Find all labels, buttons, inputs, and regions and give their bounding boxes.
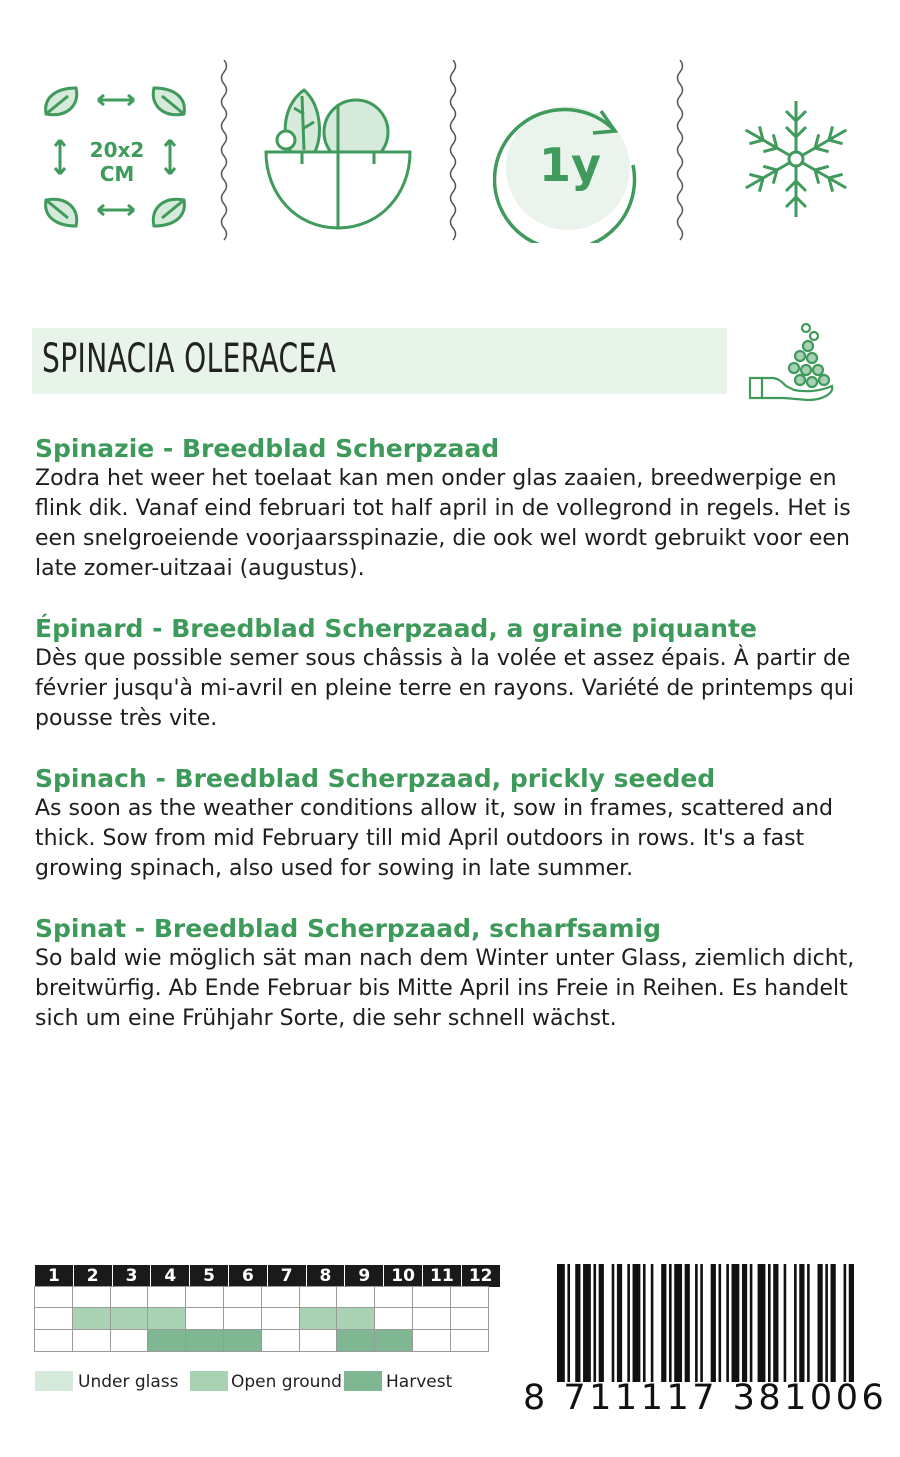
section-german (35, 913, 870, 1034)
latin-name: SPINACIA OLERACEA (42, 336, 337, 382)
calendar-cell (110, 1307, 149, 1330)
calendar-month-4: 4 (151, 1265, 190, 1287)
calendar-cell (34, 1329, 73, 1352)
barcode-bar (633, 1264, 641, 1382)
calendar-month-5: 5 (190, 1265, 229, 1287)
barcode-bar (651, 1264, 654, 1382)
barcode-number: 8 711117 381006 (523, 1378, 888, 1418)
calendar-cell (374, 1286, 413, 1308)
barcode-bar (807, 1264, 810, 1382)
calendar-cell (299, 1286, 338, 1308)
calendar-cell (450, 1286, 489, 1308)
salad-bowl-icon (262, 84, 414, 234)
section-body: Zodra het weer het toelaat kan men onder glas zaaien, breedwerpige en flink dik. Vanaf eind februari tot half april in de vollegrond in regels. Het is een snelgroeiende voorjaarsspinazie, die ook wel wordt gebruikt voor een late zomer-uitzaai (augustus). (35, 466, 851, 581)
calendar-month-12: 12 (462, 1265, 501, 1287)
barcode-bar (818, 1264, 823, 1382)
legend-swatch-harvest (344, 1371, 382, 1391)
calendar-month-2: 2 (74, 1265, 113, 1287)
barcode-bar (825, 1264, 828, 1382)
calendar-cell (223, 1286, 262, 1308)
calendar-row-harvest (35, 1330, 501, 1352)
wavy-divider (218, 60, 230, 245)
barcode-bar (719, 1264, 722, 1382)
calendar-cell (299, 1307, 338, 1330)
calendar-month-1: 1 (35, 1265, 74, 1287)
barcode-bar (695, 1264, 698, 1382)
barcode-bar (726, 1264, 729, 1382)
legend-swatch-under-glass (35, 1371, 73, 1391)
section-french (35, 613, 870, 734)
wavy-divider (674, 60, 686, 245)
barcode-bar (669, 1264, 672, 1382)
calendar-cell (336, 1307, 375, 1330)
section-title: Spinach - Breedblad Scherpzaad, prickly seeded (35, 764, 716, 793)
calendar-cell (223, 1329, 262, 1352)
barcode-bar (768, 1264, 771, 1382)
legend-under-glass: Under glass (78, 1372, 179, 1392)
calendar-cell (412, 1286, 451, 1308)
calendar-cell (223, 1307, 262, 1330)
barcode-bar (612, 1264, 615, 1382)
barcode-bar (599, 1264, 604, 1382)
barcode-bar (750, 1264, 753, 1382)
calendar-cell (34, 1286, 73, 1308)
legend-swatch-open-ground (190, 1371, 228, 1391)
barcode-bar (758, 1264, 766, 1382)
barcode-bar (773, 1264, 778, 1382)
snowflake-icon (738, 96, 854, 222)
barcode-bar (593, 1264, 596, 1382)
barcode-bar (794, 1264, 797, 1382)
barcode-bar (799, 1264, 804, 1382)
calendar-cell (450, 1307, 489, 1330)
calendar-cell (261, 1286, 300, 1308)
calendar-cell (374, 1329, 413, 1352)
barcode-bar (700, 1264, 703, 1382)
calendar-month-header (35, 1265, 501, 1287)
calendar-month-10: 10 (384, 1265, 423, 1287)
section-title: Épinard - Breedblad Scherpzaad, a graine piquante (35, 614, 757, 643)
wavy-divider (447, 60, 459, 245)
calendar-cell (185, 1329, 224, 1352)
calendar-cell (299, 1329, 338, 1352)
barcode-bar (583, 1264, 591, 1382)
barcode-bar (685, 1264, 690, 1382)
calendar-cell (185, 1307, 224, 1330)
section-body: Dès que possible semer sous châssis à la volée et assez épais. À partir de février jusqu'à mi-avril en pleine terre en rayons. Variété de printemps qui pousse très vite. (35, 646, 854, 731)
calendar-month-3: 3 (113, 1265, 152, 1287)
section-title: Spinat - Breedblad Scherpzaad, scharfsamig (35, 914, 662, 943)
barcode-bar (674, 1264, 682, 1382)
barcode-bar (661, 1264, 666, 1382)
calendar-month-8: 8 (307, 1265, 346, 1287)
calendar-cell (450, 1329, 489, 1352)
barcode-bar (844, 1264, 847, 1382)
section-dutch (35, 433, 870, 584)
calendar-grid (35, 1287, 501, 1352)
calendar-row-blank (35, 1287, 501, 1308)
calendar-cell (336, 1286, 375, 1308)
calendar-cell (72, 1286, 111, 1308)
hand-with-seeds-icon (748, 322, 838, 406)
barcode-bar (849, 1264, 854, 1382)
barcode-bar (732, 1264, 740, 1382)
calendar-cell (412, 1329, 451, 1352)
calendar-cell (72, 1329, 111, 1352)
section-body: As soon as the weather conditions allow it, sow in frames, scattered and thick. Sow from mid February till mid April outdoors in rows. It's a fast growing spinach, also used for sowing in late summer. (35, 796, 833, 881)
calendar-cell (147, 1307, 186, 1330)
section-body: So bald wie möglich sät man nach dem Winter unter Glass, ziemlich dicht, breitwürfig. Ab Ende Februar bis Mitte April ins Freie in Reihen. Es handelt sich um eine Frühjahr Sorte, die sehr schnell wächst. (35, 946, 855, 1031)
calendar-cell (34, 1307, 73, 1330)
barcode-bar (784, 1264, 787, 1382)
calendar-cell (147, 1329, 186, 1352)
calendar-cell (110, 1286, 149, 1308)
barcode-bar (742, 1264, 747, 1382)
calendar-cell (185, 1286, 224, 1308)
barcode-bar (643, 1264, 646, 1382)
legend-harvest: Harvest (386, 1372, 453, 1392)
barcode (555, 1264, 865, 1382)
calendar-month-9: 9 (345, 1265, 384, 1287)
calendar-cell (72, 1307, 111, 1330)
calendar-cell (261, 1307, 300, 1330)
calendar-row-open-ground (35, 1308, 501, 1330)
calendar-month-11: 11 (423, 1265, 462, 1287)
section-english (35, 763, 870, 884)
calendar-cell (412, 1307, 451, 1330)
legend-open-ground: Open ground (231, 1372, 342, 1392)
barcode-bar (567, 1264, 570, 1382)
barcode-bar (617, 1264, 622, 1382)
calendar-cell (374, 1307, 413, 1330)
cycle-label: 1y (539, 138, 601, 192)
barcode-bar (831, 1264, 836, 1382)
calendar-cell (110, 1329, 149, 1352)
calendar-cell (261, 1329, 300, 1352)
calendar-month-6: 6 (229, 1265, 268, 1287)
calendar-cell (336, 1329, 375, 1352)
section-title: Spinazie - Breedblad Scherpzaad (35, 434, 500, 463)
barcode-bar (627, 1264, 630, 1382)
sowing-calendar (35, 1265, 501, 1352)
barcode-bar (575, 1264, 580, 1382)
barcode-bar (557, 1264, 565, 1382)
calendar-month-7: 7 (268, 1265, 307, 1287)
calendar-cell (147, 1286, 186, 1308)
barcode-bar (711, 1264, 716, 1382)
spacing-label: 20x2 CM (89, 138, 145, 186)
